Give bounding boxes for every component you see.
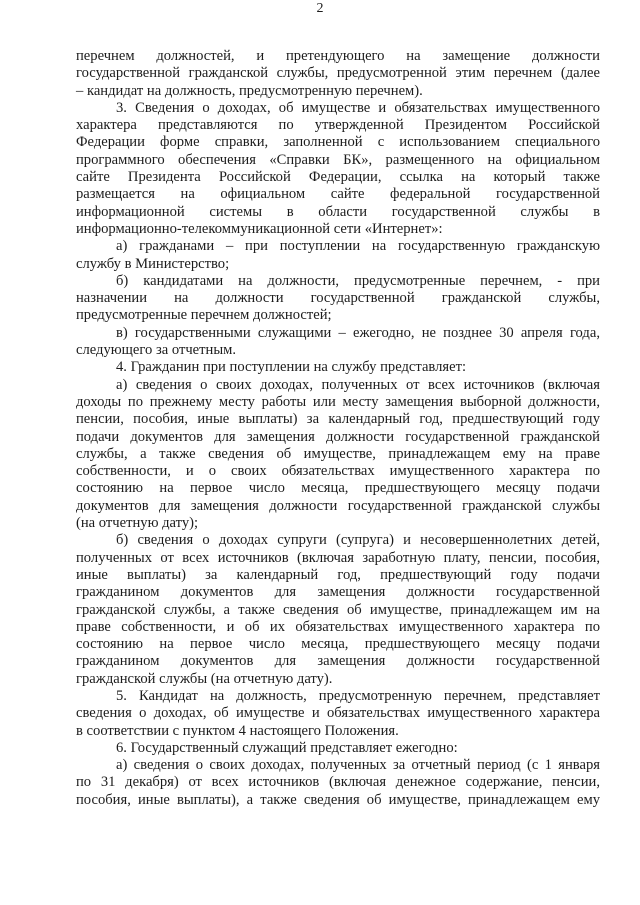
text-line: подачи документов для замещения должности государственной гражданской [76, 428, 600, 445]
text-line: информационно-телекоммуникационной сети «Интернет»: [76, 220, 443, 237]
text-line: праве собственности, и об их обязательствах имущественного характера по [76, 618, 600, 635]
page-number: 2 [316, 1, 324, 16]
text-line: 5. Кандидат на должность, предусмотренную перечнем, представляет [116, 687, 600, 704]
text-line: состоянию на первое число месяца, предшествующего месяцу подачи [76, 636, 600, 653]
paragraph [76, 238, 600, 273]
text-line: службы, а также сведения об имуществе, принадлежащем ему на праве [76, 445, 600, 462]
text-line: состоянию на первое число месяца, предшествующего месяцу подачи [76, 480, 600, 497]
text-line: в соответствии с пунктом 4 настоящего Положения. [76, 722, 399, 739]
text-line: – кандидат на должность, предусмотренную перечнем). [76, 82, 423, 99]
paragraph [76, 740, 600, 757]
paragraph [76, 359, 600, 376]
paragraph [76, 325, 600, 360]
text-line: государственной гражданской службы, предусмотренной этим перечнем (далее [76, 65, 600, 82]
text-line: б) кандидатами на должности, предусмотренные перечнем, - при [116, 272, 600, 289]
text-line: Федерации форме справки, заполненной с использованием специального [76, 134, 600, 151]
text-line: 6. Государственный служащий представляет ежегодно: [116, 739, 458, 756]
paragraph [76, 273, 600, 325]
text-line: гражданской службы, а также сведения об имуществе, принадлежащем им на [76, 601, 600, 618]
text-line: полученных от всех источников (включая заработную плату, пенсии, пособия, [76, 549, 600, 566]
paragraph [76, 100, 600, 238]
text-line: доходы по прежнему месту работы или месту замещения выборной должности, [76, 393, 600, 410]
paragraph [76, 377, 600, 533]
paragraph [76, 532, 600, 688]
text-line: а) гражданами – при поступлении на государственную гражданскую [116, 238, 600, 255]
paragraph [76, 48, 600, 100]
text-line: собственности, и о своих обязательствах имущественного характера по [76, 463, 600, 480]
text-line: характера представляются по утвержденной Президентом Российской [76, 117, 600, 134]
text-line: перечнем должностей, и претендующего на замещение должности [76, 48, 600, 64]
text-line: пенсии, пособия, иные выплаты) за календарный год, предшествующий году [76, 411, 600, 428]
text-line: б) сведения о доходах супруги (супруга) и несовершеннолетних детей, [116, 532, 600, 549]
text-line: размещается на официальном сайте федеральной государственной [76, 186, 600, 203]
text-line: по 31 декабря) от всех источников (включая денежное содержание, пенсии, [76, 774, 600, 791]
text-line: документов для замещения должности государственной гражданской службы [76, 497, 600, 514]
text-line: программного обеспечения «Справки БК», размещенного на официальном [76, 151, 600, 168]
text-line: следующего за отчетным. [76, 342, 237, 359]
text-line: а) сведения о своих доходах, полученных за отчетный период (с 1 января [116, 757, 600, 774]
text-line: сведения о доходах, об имуществе и обязательствах имущественного характера [76, 705, 600, 722]
text-line: пособия, иные выплаты), а также сведения об имуществе, принадлежащем ему [76, 791, 600, 808]
text-line: иные выплаты) за календарный год, предшествующий году подачи [76, 566, 600, 583]
text-line: сайте Президента Российской Федерации, ссылка на который также [76, 169, 600, 186]
text-line: (на отчетную дату); [76, 515, 199, 532]
text-line: гражданином документов для замещения должности государственной [76, 584, 600, 601]
text-line: информационной системы в области государственной службы в [76, 203, 600, 220]
text-line: а) сведения о своих доходах, полученных от всех источников (включая [116, 376, 600, 393]
text-line: гражданской службы (на отчетную дату). [76, 670, 333, 687]
paragraph [76, 757, 600, 809]
text-line: 3. Сведения о доходах, об имуществе и обязательствах имущественного [116, 99, 600, 116]
text-line: гражданином документов для замещения должности государственной [76, 653, 600, 670]
text-line: службу в Министерство; [76, 255, 230, 272]
text-line: назначении на должности государственной гражданской службы, [76, 290, 600, 307]
paragraph [76, 688, 600, 740]
text-line: в) государственными служащими – ежегодно, не позднее 30 апреля года, [116, 324, 600, 341]
text-line: предусмотренные перечнем должностей; [76, 307, 332, 324]
document-body [76, 48, 600, 809]
text-line: 4. Гражданин при поступлении на службу представляет: [116, 359, 467, 376]
